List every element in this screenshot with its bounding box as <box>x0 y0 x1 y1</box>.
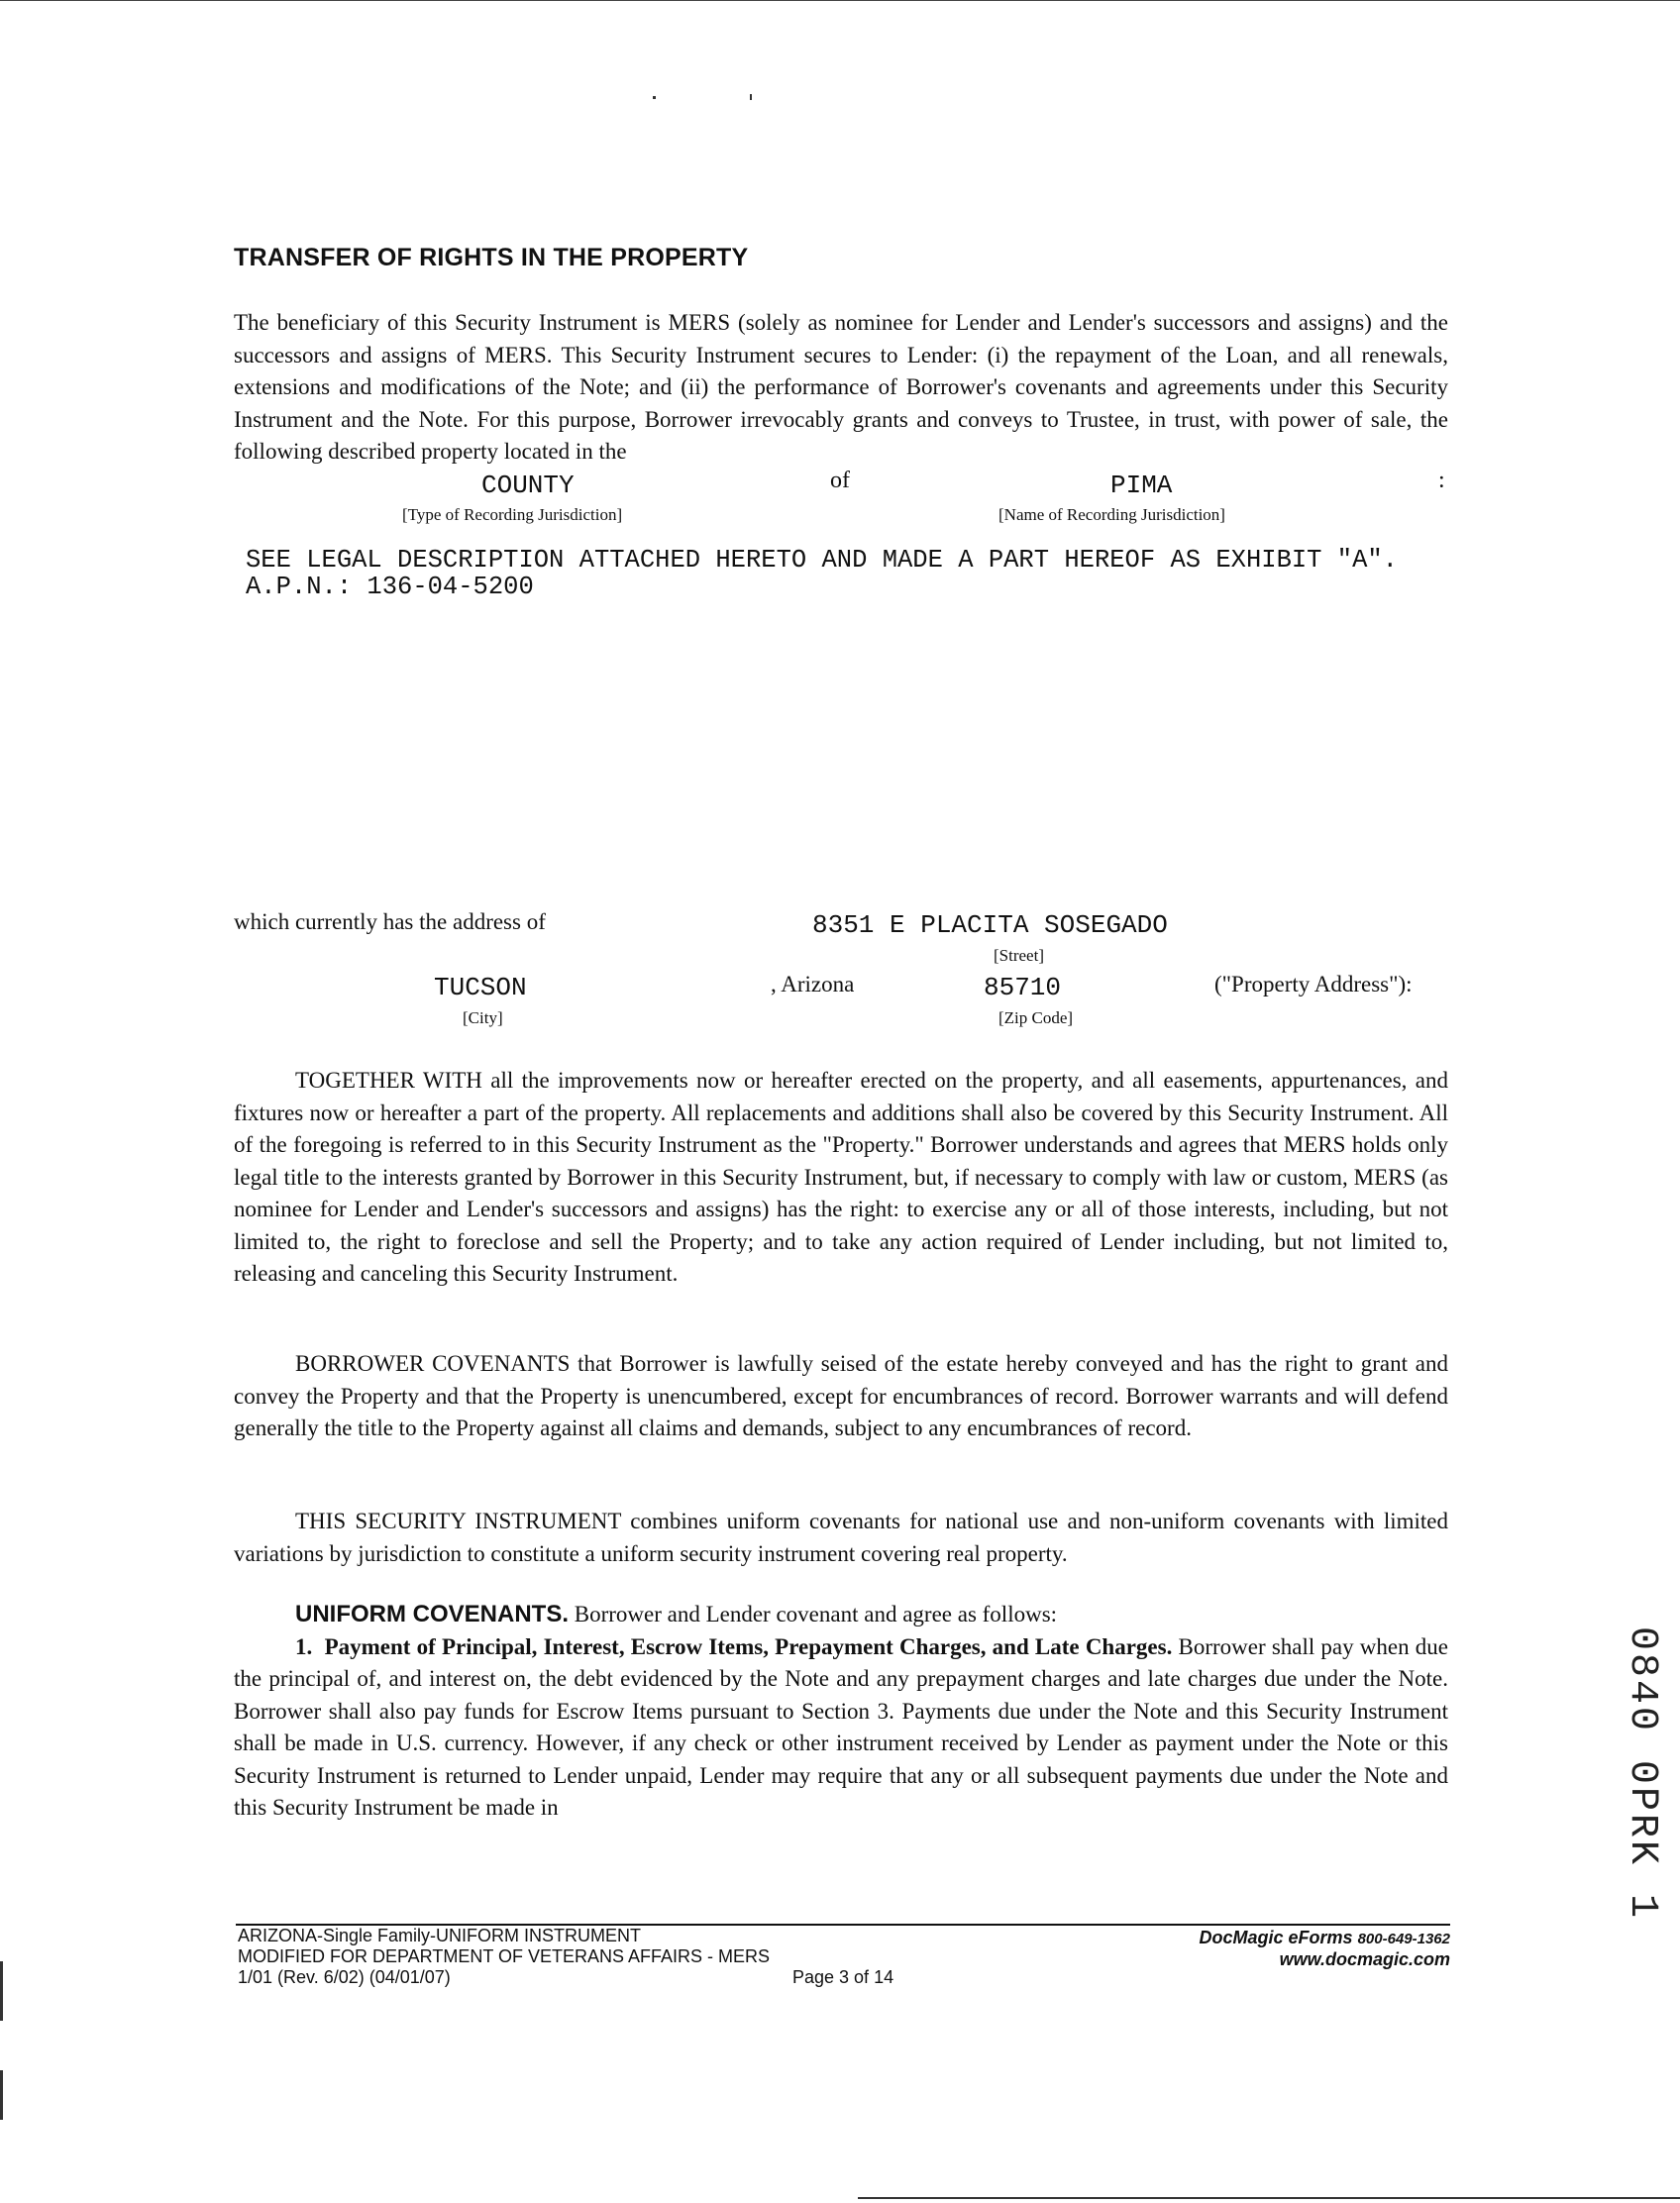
address-intro: which currently has the address of <box>234 909 546 934</box>
covenant-item-1-text: Borrower shall pay when due the principal of, and interest on, the debt evidenced by the Note and any prepayment charges and late charges due under the Note. Borrower shall also pay funds for Escrow Items pursuant to Section 3. Payments due under the Note and this Security Instrument shall be made in U.S. currency. However, if any check or other instrument received by Lender as payment under the Note or this Security Instrument is returned to Lender unpaid, Lender may require that any or all subsequent payments due under the Note and this Security Instrument be made in <box>234 1633 1449 1820</box>
scan-mark <box>858 2197 1680 2199</box>
street-value: 8351 E PLACITA SOSEGADO <box>812 910 1168 940</box>
footer-right <box>1149 1928 1450 1970</box>
covenant-item-1 <box>234 1631 1448 1825</box>
transfer-paragraph: The beneficiary of this Security Instrument is MERS (solely as nominee for Lender and Lender's successors and assigns) and the successors and assigns of MERS. This Security Instrument secures to Lender: (i) the repayment of the Loan, and all renewals, extensions and modifications of the Note; and (ii) the performance of Borrower's covenants and agreements under this Security Instrument and the Note. For this purpose, Borrower irrevocably grants and conveys to Trustee, in trust, with power of sale, the following described property located in the <box>234 310 1448 464</box>
apn-line: A.P.N.: 136-04-5200 <box>246 573 534 601</box>
uniform-covenants-heading-line <box>234 1599 1448 1631</box>
scan-mark <box>0 0 1680 1</box>
covenant-item-1-title: Payment of Principal, Interest, Escrow Items, Prepayment Charges, and Late Charges. <box>324 1633 1173 1659</box>
jurisdiction-name-value: PIMA <box>1110 471 1173 500</box>
footer-page-number: Page 3 of 14 <box>792 1967 894 1987</box>
docmagic-website: www.docmagic.com <box>1279 1949 1450 1969</box>
docmagic-brand: DocMagic eForms <box>1199 1928 1353 1947</box>
scan-mark <box>750 94 752 100</box>
uniform-covenants-heading: UNIFORM COVENANTS. <box>295 1601 569 1627</box>
jurisdiction-type-label: [Type of Recording Jurisdiction] <box>402 505 623 524</box>
covenant-item-1-number: 1. <box>295 1633 313 1659</box>
uniform-covenants-intro: Borrower and Lender covenant and agree as follows: <box>574 1602 1058 1626</box>
city-value: TUCSON <box>434 973 527 1002</box>
section-heading: TRANSFER OF RIGHTS IN THE PROPERTY <box>234 244 749 271</box>
property-address-label: ("Property Address"): <box>1214 972 1413 997</box>
uniform-covenants-paragraph <box>234 1599 1448 1825</box>
together-with-paragraph: TOGETHER WITH all the improvements now or hereafter erected on the property, and all easements, appurtenances, and fixtures now or hereafter a part of the property. All replacements and additions shall also be covered by this Security Instrument. All of the foregoing is referred to in this Security Instrument as the "Property." Borrower understands and agrees that MERS holds only legal title to the interests granted by Borrower in this Security Instrument, but, if necessary to comply with law or custom, MERS (as nominee for Lender and Lender's successors and assigns) has the right: to exercise any or all of those interests, including, but not limited to, the right to foreclose and sell the Property; and to take any action required of Lender including, but not limited to, releasing and canceling this Security Instrument. <box>234 1068 1448 1286</box>
city-label: [City] <box>463 1008 503 1027</box>
footer-line3: 1/01 (Rev. 6/02) (04/01/07) <box>238 1967 451 1987</box>
legal-description-line1: SEE LEGAL DESCRIPTION ATTACHED HERETO AND MADE A PART HEREOF AS EXHIBIT "A". <box>246 546 1398 575</box>
scan-mark <box>653 96 656 99</box>
jurisdiction-colon: : <box>1438 468 1445 493</box>
footer-line2: MODIFIED FOR DEPARTMENT OF VETERANS AFFAIRS - MERS <box>238 1946 771 1966</box>
jurisdiction-of: of <box>830 468 850 493</box>
state-value: , Arizona <box>771 972 855 997</box>
scan-mark <box>0 2070 3 2120</box>
jurisdiction-name-label: [Name of Recording Jurisdiction] <box>998 505 1225 524</box>
scan-mark <box>0 1961 3 2021</box>
borrower-covenants-paragraph: BORROWER COVENANTS that Borrower is lawfully seised of the estate hereby conveyed and has the right to grant and convey the Property and that the Property is unencumbered, except for encumbrances of record. Borrower warrants and will defend generally the title to the Property against all claims and demands, subject to any encumbrances of record. <box>234 1351 1448 1440</box>
side-document-number: 0840 0PRK 1 <box>1620 1626 1664 1922</box>
jurisdiction-type-value: COUNTY <box>481 471 575 500</box>
docmagic-phone: 800-649-1362 <box>1357 1931 1450 1947</box>
footer-left <box>238 1926 770 1988</box>
footer-line1: ARIZONA-Single Family-UNIFORM INSTRUMENT <box>238 1926 642 1945</box>
zip-value: 85710 <box>984 973 1062 1002</box>
security-instrument-paragraph: THIS SECURITY INSTRUMENT combines uniform covenants for national use and non-uniform covenants with limited variations by jurisdiction to constitute a uniform security instrument covering real property. <box>234 1509 1448 1566</box>
street-label: [Street] <box>994 946 1044 965</box>
zip-label: [Zip Code] <box>998 1008 1074 1027</box>
